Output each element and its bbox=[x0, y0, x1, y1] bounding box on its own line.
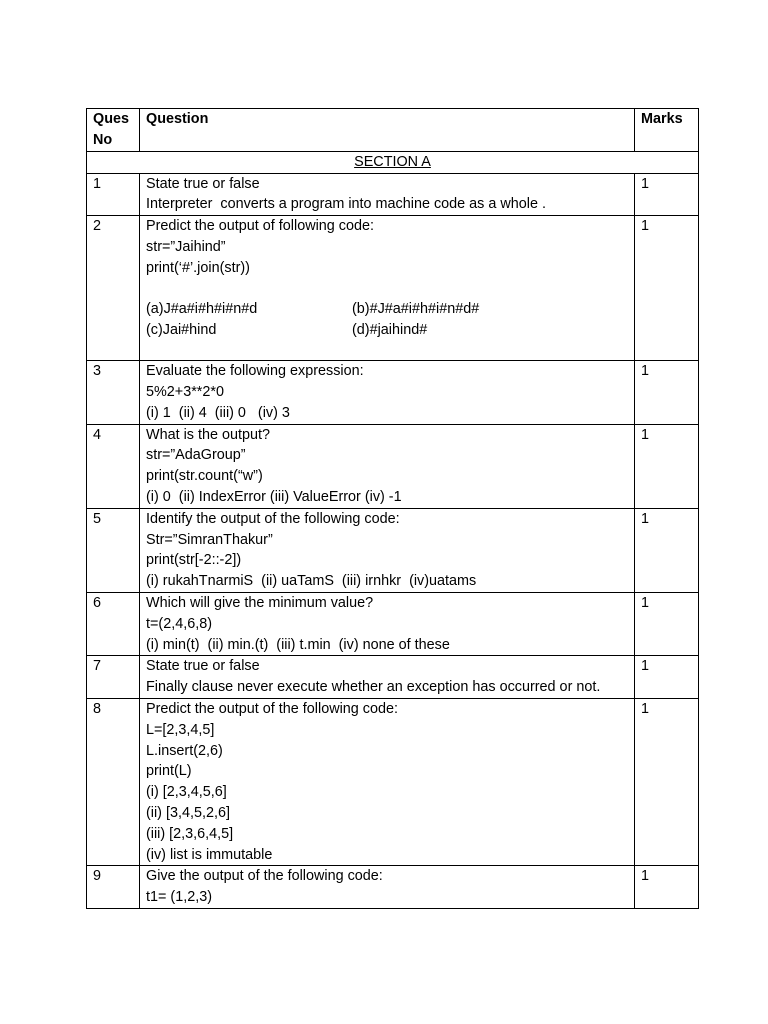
question-header: Question bbox=[140, 109, 635, 152]
options-row bbox=[146, 299, 628, 320]
question-paper-table bbox=[86, 108, 699, 909]
question-text bbox=[140, 592, 635, 655]
question-line: str=”AdaGroup” bbox=[146, 447, 246, 464]
question-marks: 1 bbox=[635, 698, 699, 865]
question-text bbox=[140, 361, 635, 424]
question-marks: 1 bbox=[635, 424, 699, 508]
option-b: (b)#J#a#i#h#i#n#d# bbox=[352, 301, 480, 318]
question-line: (i) rukahTnarmiS (ii) uaTamS (iii) irnhkr (iv)uatams bbox=[146, 573, 477, 590]
question-text bbox=[140, 866, 635, 909]
question-marks: 1 bbox=[635, 173, 699, 216]
question-line: (i) 1 (ii) 4 (iii) 0 (iv) 3 bbox=[146, 404, 290, 421]
question-line: t1= (1,2,3) bbox=[146, 889, 212, 906]
question-line: (ii) [3,4,5,2,6] bbox=[146, 804, 230, 821]
question-number: 8 bbox=[87, 698, 140, 865]
table-row bbox=[87, 866, 699, 909]
option-a: (a)J#a#i#h#i#n#d bbox=[146, 301, 258, 318]
question-marks: 1 bbox=[635, 656, 699, 699]
question-line: Evaluate the following expression: bbox=[146, 363, 364, 380]
question-number: 1 bbox=[87, 173, 140, 216]
question-line: State true or false bbox=[146, 658, 260, 675]
table-row bbox=[87, 216, 699, 361]
question-marks: 1 bbox=[635, 592, 699, 655]
question-line: print(‘#’.join(str)) bbox=[146, 259, 250, 276]
table-row bbox=[87, 424, 699, 508]
question-number: 9 bbox=[87, 866, 140, 909]
question-line: Predict the output of following code: bbox=[146, 218, 374, 235]
question-line: print(L) bbox=[146, 763, 192, 780]
question-line: Which will give the minimum value? bbox=[146, 594, 374, 611]
question-line: (i) 0 (ii) IndexError (iii) ValueError (iv) -1 bbox=[146, 488, 402, 505]
question-text bbox=[140, 656, 635, 699]
question-line: Give the output of the following code: bbox=[146, 868, 383, 885]
question-number: 4 bbox=[87, 424, 140, 508]
ques-no-header: Ques No bbox=[87, 109, 140, 152]
table-header-row bbox=[87, 109, 699, 152]
question-number: 7 bbox=[87, 656, 140, 699]
question-line: (i) [2,3,4,5,6] bbox=[146, 784, 227, 801]
question-line: What is the output? bbox=[146, 426, 270, 443]
question-line: Predict the output of the following code: bbox=[146, 700, 398, 717]
section-heading bbox=[87, 151, 699, 173]
question-line: L=[2,3,4,5] bbox=[146, 721, 215, 738]
question-text bbox=[140, 508, 635, 592]
options-row bbox=[146, 320, 628, 341]
question-line: print(str.count(“w”) bbox=[146, 468, 263, 485]
question-line: Interpreter converts a program into machine code as a whole . bbox=[146, 196, 546, 213]
question-marks: 1 bbox=[635, 216, 699, 361]
section-title: SECTION A bbox=[354, 153, 431, 170]
question-line: print(str[-2::-2]) bbox=[146, 552, 242, 569]
table-row bbox=[87, 592, 699, 655]
table-row bbox=[87, 698, 699, 865]
question-line: str=”Jaihind” bbox=[146, 238, 226, 255]
table-row bbox=[87, 656, 699, 699]
question-text bbox=[140, 424, 635, 508]
spacer bbox=[146, 279, 628, 300]
option-c: (c)Jai#hind bbox=[146, 322, 217, 339]
question-line: (iv) list is immutable bbox=[146, 846, 273, 863]
table-row bbox=[87, 173, 699, 216]
marks-header: Marks bbox=[635, 109, 699, 152]
question-line: Identify the output of the following code: bbox=[146, 510, 400, 527]
question-number: 3 bbox=[87, 361, 140, 424]
question-number: 2 bbox=[87, 216, 140, 361]
question-line: (iii) [2,3,6,4,5] bbox=[146, 825, 234, 842]
question-line: Finally clause never execute whether an exception has occurred or not. bbox=[146, 679, 601, 696]
question-text bbox=[140, 216, 635, 361]
question-marks: 1 bbox=[635, 866, 699, 909]
question-text bbox=[140, 173, 635, 216]
question-marks: 1 bbox=[635, 508, 699, 592]
question-line: Str=”SimranThakur” bbox=[146, 531, 273, 548]
table-row bbox=[87, 508, 699, 592]
question-text bbox=[140, 698, 635, 865]
question-line: 5%2+3**2*0 bbox=[146, 383, 225, 400]
question-line: L.insert(2,6) bbox=[146, 742, 223, 759]
option-d: (d)#jaihind# bbox=[352, 322, 428, 339]
section-row bbox=[87, 151, 699, 173]
question-line: t=(2,4,6,8) bbox=[146, 615, 212, 632]
question-number: 6 bbox=[87, 592, 140, 655]
question-line: (i) min(t) (ii) min.(t) (iii) t.min (iv) none of these bbox=[146, 636, 450, 653]
question-number: 5 bbox=[87, 508, 140, 592]
question-line: State true or false bbox=[146, 175, 260, 192]
question-marks: 1 bbox=[635, 361, 699, 424]
table-row bbox=[87, 361, 699, 424]
